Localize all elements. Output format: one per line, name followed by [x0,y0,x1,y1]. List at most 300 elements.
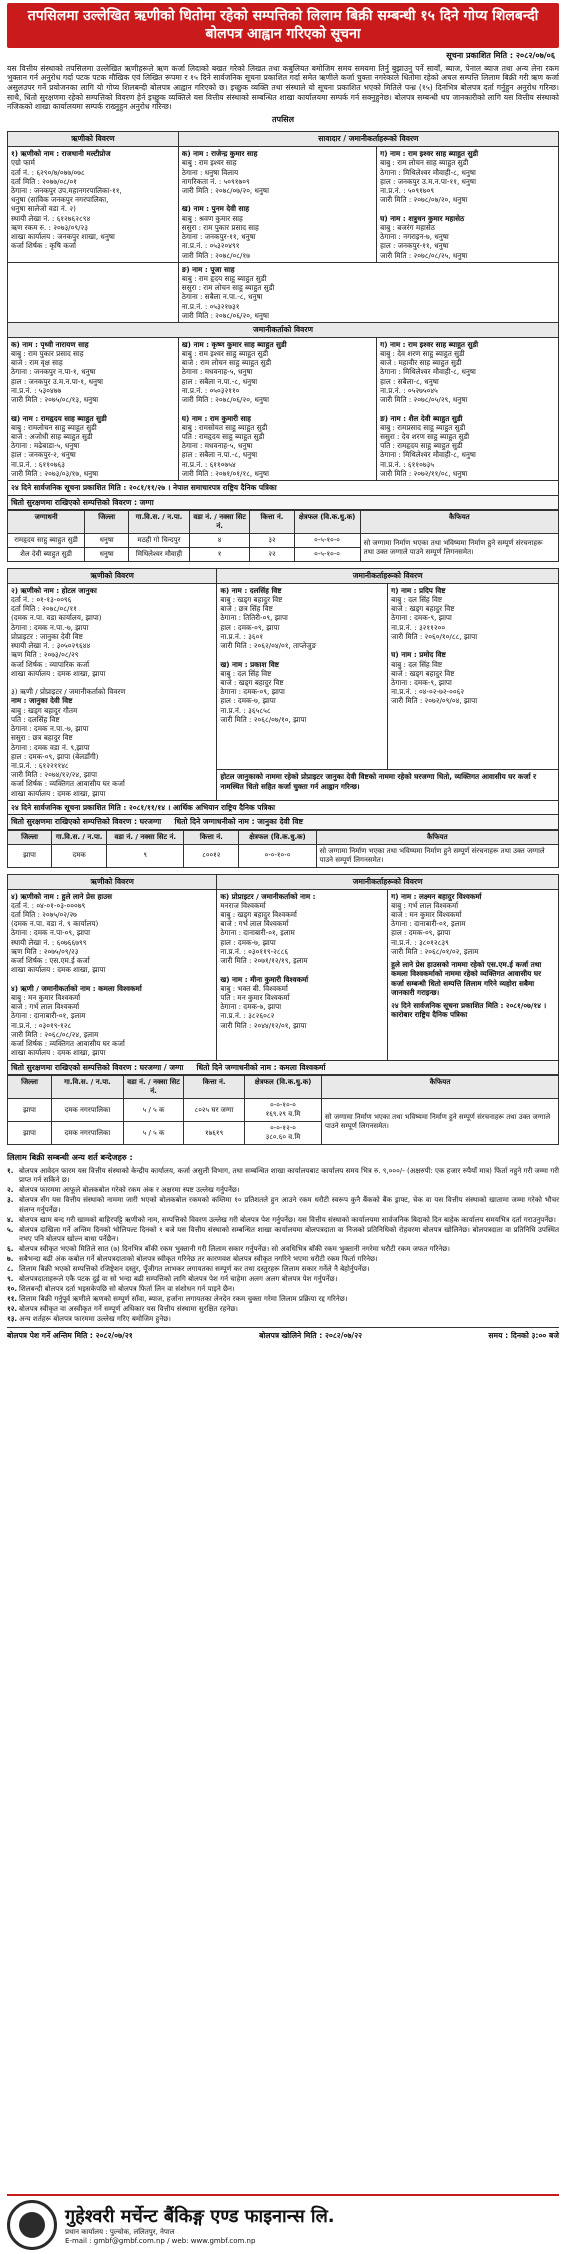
card-line: बाजे : महावीर साह ब्याहुत सुडी [380,358,462,368]
condition-text: बोलपत्र स्वीकृत वा अस्वीकृत गर्ने सम्पूर्ण अधिकार यस वित्तीय संस्थामा सुरक्षित रहनेछ। [19,1304,238,1314]
public-notice-date: २४ दिने सार्वजनिक सूचना प्रकाशित मिति : २०८१/११/१४ । आर्थिक अभियान राष्ट्रिय दैनिक पत्रिका [7,801,559,815]
card-line: बाजे : अजोधी साह ब्याहुत सुडी [11,432,93,441]
table-cell: धनुषा [85,534,129,548]
card-line: ठेगाना : मिथिलेश्वर मौवाही-८, धनुषा [380,167,476,177]
guarantor-heading: जमानीकर्ताहरूको विवरण [217,874,559,889]
card-line: पति : रामहृदय साहु ब्याहुत सुडी [380,441,463,451]
card-line: दर्ता मिति : २०७५/०२/२७ [11,910,77,920]
card-line [11,678,213,687]
condition-number: ४. [7,1214,14,1224]
card-line: पति : दलसिंह विष्ट [11,714,60,724]
card-line: हाल : दमक-७, झापा [220,696,276,706]
card-line: ख) नाम : पुनम देवी साह [181,204,250,214]
card-line: हाल : दमक-०९, झापा [220,622,280,632]
card-line: बाबु : श्रवण कुमार साह [181,213,243,223]
card-line: ठेगाना : मढेबाडा-५, धनुषा [11,441,80,451]
table-cell: दमक नगरपालिका [52,1099,124,1122]
column-header: वडा नं. / नक्सा सिट नं. [123,1076,184,1099]
card-line: १) ऋणीको नाम : राजधानी मल्टीप्रोज [11,149,111,159]
card-line: जारी मिति : २०६८/०७/१०, झापा [220,714,307,724]
condition-number: ९. [7,1274,14,1284]
card-line: जारी मिति : २०७८/०८/१७ [181,250,250,260]
card-line: धनुषा सालेजो वडा नं. २) [11,204,76,214]
table-row [8,534,559,548]
card-line: नाम : जानुका देवी विष्ट [11,696,73,706]
condition-text: बोलपत्र सँग यस वित्तीय संस्थाको नाममा जारी भएको बोलकबोल रकमको कम्तिमा १० प्रतिशतले हुन आउने रकम धरौटी स्वरूप कुनै बैंकको बैंक ड्राफ्ट, चेक वा यस वित्तीय संस्थाको खातामा जम्मा गरेको भौचर संलग्न गर्नुपर्नेछ। [19,1195,559,1214]
card-line: बाजे : खड्ग बहादुर विष्ट [391,604,455,614]
card-line: ठेगाना : दानाबारी-०१, इलाम [11,1011,86,1021]
guarantor-card [388,583,559,770]
card-line: हाल : जनकपुर-२, धनुषा [11,450,76,460]
column-header: वडा नं. / नक्सा सिट नं. [189,511,250,534]
condition-item [7,1244,559,1253]
property-heading [7,1061,559,1076]
card-line: पति : मन कुमार विश्वकर्मा [220,993,290,1003]
column-header: कैफियत [316,831,558,845]
card-line: ससुरा : राम पुकार प्रसाद साह [181,222,259,232]
card-line: ख) नाम : मीना कुमारी विश्वकर्मा [220,974,309,984]
condition-number: ६. [7,1243,14,1253]
card-line: ना.प्र.नं. : ०३०१९-१२८ [11,1020,72,1030]
table-cell: ८००१२ [184,844,239,867]
column-header: क्षेत्रफल (वि.क.धु.क) [244,1076,321,1099]
card-line [11,404,175,413]
card-line [182,195,373,204]
condition-item [7,1304,559,1313]
card-line: ना.प्र.नं. : ०५०३२११० [181,385,240,395]
table-cell: ०-०-१२-० ३८०.६० व.मि [244,1122,321,1145]
condition-number: १२. [7,1304,18,1314]
card-line: जारी मिति : २०६८/०१/०२, इलाम [391,946,479,956]
card-line [380,404,555,413]
card-line: हाल : दमक-७, झापा [220,937,276,947]
guarantor-lines [391,892,555,957]
jamani-card [178,337,376,480]
borrower-card [8,889,217,1060]
card-line: ङ) नाम : शैल देवी ब्याहुत सुडी [380,413,463,423]
property-heading: धितो सुरक्षणमा राखिएको सम्पत्तिको विवरण : जग्गा [7,496,559,511]
guarantor-card [388,889,559,1060]
condition-item [7,1294,559,1303]
borrower-heading: ऋणीको विवरण [8,132,179,147]
company-email: E-mail : gmbf@gmbf.com.np / web: www.gmbf.com.np [65,2236,256,2245]
card-line: ऋण रकम रु. : २०७३/०९/२३ [11,222,88,232]
card-line: ठेगाना : जनकपुर उप.महानगरपालिका-११, [11,186,122,196]
card-line: शाखा कार्यालय : दमक शाखा, झापा [11,965,106,975]
case-3-parties [7,874,559,1061]
column-header: गा.वि.स. / न.पा. [129,511,190,534]
table-cell: ८०२५ घर जग्गा [184,1099,245,1122]
company-address: प्रधान कार्यालय : पुल्चोक, ललितपुर, नेपाल [65,2227,175,2236]
condition-number: १०. [7,1284,18,1294]
card-line: बाजे : राम लोचन साहु ब्याहुत सुडी [181,358,272,368]
card-line: ना.प्र.नं. : ३६५८५८ [220,705,271,715]
card-line: क) प्रोप्राइटर / जमानीकर्ताको नाम : [220,891,316,901]
card-line: ठेगाना : दानाबारी-०१, इलाम [391,919,466,929]
notice-header: तपसिलमा उल्लेखित ऋणीको धितोमा रहेको सम्पत्तिको लिलाम बिक्री सम्बन्धी १५ दिने गोप्य शिलबन्दी बोलपत्र आह्वान गरिएको सूचना [7,3,559,48]
card-line: ठेगाना : नगराइन-७, धनुषा [380,232,449,242]
card-line: ना.प्र.नं. : ६११०७६३ [11,459,65,469]
press-note: हुले लाने प्रेस हाउसको नाममा रहेको एस.एम.ई कर्जा तथा कमला विश्वकर्माको नाममा रहेको व्यक्तिगत आवासीय घर कर्जा सम्बन्धी धितो सम्पत्ति लिलाम गरिने व्यहोरा सबैमा जानकारी गराइन्छ। [391,960,542,997]
card-line: शाखा कार्यालय : दमक शाखा, झापा [11,668,106,678]
card-line: हाल : सबैला न.पा.-८, धनुषा [181,376,258,386]
card-line: दर्ता नं. : ६२९०/७/०७७/०७८ [11,167,85,177]
guarantor-card [178,262,558,322]
card-line: ना.प्र.नं. : ६१२२११४८ [11,760,69,770]
guarantor-heading: जमानीकर्ताहरूको विवरण [217,569,559,584]
card-line: ठेगाना : मिथिलेश्वर मौवाही-८, धनुषा [380,367,476,377]
card-line: जारी मिति : २०७८/०८/२५, धनुषा [380,250,468,260]
card-line: स्थायी लेखा नं. : ३०५०२९६४४ [11,641,91,651]
card-line: ख) नाम : रामहृदय साह ब्याहुत सुडी [11,413,107,423]
card-line: बाबु : खड्ग बहादुर विष्ट [220,595,283,605]
table-cell: ९ [107,844,184,867]
column-header: जग्गाधनी [8,511,85,534]
card-line: बाबु : राम पुकार प्रसाद साह [11,349,84,359]
condition-text: बोलपत्र फारममा आफूले बोलकबोल गरेको रकम अंक र अक्षरमा स्पष्ट उल्लेख गर्नुपर्नेछ। [19,1185,240,1195]
card-line: ठेगाना : मधवनाह-५, धनुषा [181,441,253,451]
condition-text: लिलाम बिक्री भएको सम्पत्तिको रजिष्ट्रेशन दस्तुर, पूँजीगत लाभकर लगायतका सम्पूर्ण कर तथा दस्तुरहरू लिलाम सकार गर्नेले नै बेहोर्नुपर्नेछ। [19,1264,370,1273]
card-line: हाल : दमक-०९, झापा (बेलडाँगी) [11,751,99,761]
card-line: ग) नाम : राम इश्वर साह ब्याहुत सुडी [380,339,479,349]
card-line: प्रोप्राइटर : जानुका देवी विष्ट [11,631,83,641]
property-table [7,510,559,562]
table-cell: ०-०-१०-० १६९.२९ व.मि [244,1099,321,1122]
card-line: ग) नाम : राम इश्वर साह ब्याहुत सुडी [380,149,479,159]
card-line: ना.प्र.नं. : ०५३२०४९१ [181,241,240,251]
borrower-heading: ऋणीको विवरण [8,569,217,584]
condition-item [7,1215,559,1224]
card-line: बाबु : राम लोचन साह ब्याहुत सुडी [380,158,469,168]
card-line: हाल : जनकपुर उ.म.न.पा-११, धनुषा [380,176,476,186]
card-line: ग) नाम : लक्ष्मन बहादुर विश्वकर्मा [391,891,482,901]
card-line: कर्जा शिर्षक : एस.एम.ई कर्जा [11,956,90,966]
table-cell: ५ / ५ क [123,1122,184,1145]
table-cell: १ [189,548,250,562]
card-line: क) नाम : पृथ्वी नारायण साह [11,339,89,349]
card-line: जारी मिति : २०६८/०८/२४, इलाम [11,1029,99,1039]
public-notice-date: २४ दिने सार्वजनिक सूचना प्रकाशित मिति : २०८१/०७/१४ । कारोबार राष्ट्रिय दैनिक पत्रिका [391,1001,547,1020]
column-header: वडा नं. / नक्सा सिट नं. [107,831,184,845]
table-cell: ५ / ५ क [123,1099,184,1122]
card-line: जारी मिति : २०७८/०७/२०, धनुषा [380,195,468,205]
card-line: ना.प्र.नं. : ०५२७५०४५ [380,385,438,395]
card-line: ना.प्र.नं. : ०५३२१७३१ [181,301,240,311]
card-line [391,641,555,650]
table-cell: ४ [189,534,250,548]
table-cell: ०-५-१०-० [294,534,360,548]
column-header: क्षेत्रफल (वि.क.धु.क) [239,831,316,845]
card-line: ना.प्र.नं. : ३६०१ [220,631,264,641]
condition-text: बोलपत्र आवेदन फारम यस वित्तीय संस्थाको केन्द्रीय कार्यालय, कर्जा असुली विभाग, तथा सम्बन्धित शाखा कार्यालयबाट कार्यालय समय भित्र रु. ९,०००/- (अक्षरुपी: एक हजार रुपैयाँ मात्र) फिर्ता नहुने गरी जम्मा गरी प्राप्त गर्न सकिने छ। [19,1166,559,1185]
card-line: ठेगाना : दमक वडा नं. ९,झापा [11,742,90,752]
conditions-list [7,1166,559,1323]
condition-text: बोलपत्र स्वीकृत भएको मितिले सात (७) दिनभित्र बाँकी रकम भुक्तानी गरी लिलाम सकार गर्नुपर्नेछ। सो अवधिभित्र बाँकी रकम भुक्तानी नगरेमा धरौटी रकम जफत गरिनेछ। [19,1243,450,1253]
condition-item [7,1195,559,1213]
condition-number: ५. [7,1224,14,1234]
card-line: जारी मिति : २०७८/०७/२०, धनुषा [181,186,269,196]
card-line: बाबु : राम इश्वर साहु ब्याहुत सुडी [181,349,269,359]
card-line: बाजे : राम वृक्ष साह [11,358,63,368]
jamani-heading: जमानीकर्ताको विवरण [8,323,559,338]
condition-text: लिलाम बिक्री गर्नुपूर्व ऋणीले ऋणको सम्पूर्ण साँवा, ब्याज, हर्जाना लगायतका लेनदेन रकम चुक्ता गरेमा लिलाम प्रक्रिया रद्द गरिनेछ। [19,1294,348,1304]
table-cell: मिथिलेश्वर मौवाही [129,548,190,562]
card-line: बाबु : दल सिंह विष्ट [391,659,443,669]
card-line: २) ऋणीको नाम : होटल जानुका [11,585,97,595]
card-line: ठेगाना : धनुषा विलाय [181,167,239,177]
table-cell: १७६१९ [184,1122,245,1145]
condition-item [7,1166,559,1184]
card-line: ना.प्र.नं. : ३२११२०० [391,622,446,632]
card-line: बाबु : रामसोयत साहु ब्याहुत सुडी [181,422,268,432]
card-line: ४) ऋणीको नाम : हुले लाने प्रेस हाउस [11,891,112,901]
card-line: दर्ता नं. : ०४-०१-०३-०००७९ [11,900,86,910]
card-line: ठेगाना : दमक न.पा.-७, झापा [11,622,89,632]
case-1-parties [7,131,559,481]
card-line: ना.प्र.नं. : ३८२६०८२ [220,1011,275,1021]
card-line: बाजे : खड्ग बहादुर विष्ट [220,678,284,687]
table-row [8,844,559,867]
card-line: ठेगाना : दमक न.पा.-७, झापा [11,724,89,734]
card-line: ङ) नाम : पूजा साह [181,264,235,274]
card-line: बाबु : राम हृदय साहु ब्याहुत सुडी [181,274,267,283]
condition-text: शिलबन्दी बोलपत्र दर्ता भइसकेपछि सो बोलपत्र फिर्ता लिन वा संशोधन गर्न पाइने छैन। [19,1284,235,1294]
condition-number: ३. [7,1195,14,1205]
card-line: क) नाम : दलसिंह विष्ट [220,585,282,595]
table-cell: झापा [8,1122,52,1145]
table-cell: मठही गो चिन्दपुर [129,534,190,548]
card-line: जारी मिति : २०७४/१२/२४, झापा [11,770,97,780]
card-line: हाल : सबैला न.पा.-८, धनुषा [181,450,258,460]
card-line: ठेगाना : दमक-०९, झापा [220,687,285,697]
opening-date: बोलपत्र खोलिने मिति : २०८२/०७/२२ [259,1331,363,1341]
conditions-title: लिलाम बिक्री सम्बन्धी अन्य शर्त बन्देजहरु : [7,1152,133,1162]
card-line: बाबु : दल सिंह विष्ट [220,668,272,678]
card-line: जारी मिति : २०७८/०५/२९, धनुषा [380,395,468,405]
column-header: जिल्ला [8,1076,52,1099]
table-cell: झापा [8,844,52,867]
table-cell: शैल देवी ब्याहुत सुडी [8,548,85,562]
condition-text: बोलपत्र दाखिला गर्ने अन्तिम दिनको भोलिपल्ट दिनको १ बजे यस वित्तीय संस्थाको सम्बन्धित शाखा कार्यालयमा बोलपत्रदाता वा निजको प्रतिनिधिको रोहवरमा बोलपत्र खोलिनेछ। बोलपत्रदाता वा प्रतिनिधि उपस्थित नभए पनि बोलपत्र खोल्न बाधा पर्नेछैन। [19,1224,559,1243]
jamani-card [8,337,179,480]
card-line: ४) ऋणी / जमानीकर्ताको नाम : कमला विश्वकर्मा [11,983,142,993]
column-header: गा.वि.स. / न.पा. [52,831,107,845]
condition-text: बोलपत्र खाम बन्द गरी खामको बाहिरपट्टि ऋणीको नाम, सम्पत्तिको विवरण उल्लेख गरी बोलपत्र पेश गर्नुपर्नेछ। यस वित्तीय संस्थाको कार्यालयमा सार्वजनिक बिदाको दिन बाहेक कार्यालय समयभित्र दर्ता गराउनुपर्नेछ। [19,1214,556,1224]
card-line: ठेगाना : दमक न.पा-०९, झापा [11,928,90,938]
card-line [380,204,555,213]
condition-number: १३. [7,1314,18,1324]
card-line: शाखा कार्यालय : जनकपुर शाखा, धनुषा [11,232,115,242]
public-notice-date: २४ दिने सार्वजनिक सूचना प्रकाशित मिति : २०८१/११/२७ । नेपाल समाचारपत्र राष्ट्रिय दैनिक पत्रिका [7,481,559,495]
card-line: बाजे : खड्ग बहादुर विष्ट [391,668,455,678]
card-line: बाजे : गर्भ लाल विश्वकर्मा [220,919,289,929]
condition-number: २. [7,1185,14,1195]
card-line: एग्रो फार्म [11,158,35,168]
table-cell: रामहृदय साहु ब्याहुत सुडी [8,534,85,548]
card-line: कर्जा शिर्षक : व्यापारिक कर्जा [11,659,90,669]
condition-item [7,1274,559,1283]
footer [7,2194,559,2250]
card-line: बाबु : बजरंग महासेठ [380,222,435,232]
condition-number: ११. [7,1294,18,1304]
card-line: बाबु : दल सिंह विष्ट [391,595,443,605]
table-row [8,1099,559,1122]
table-cell: झापा [8,1099,52,1122]
card-line: घ) नाम : शत्रुधन कुमार महासेठ [380,213,465,223]
intro-paragraph: यस वित्तीय संस्थाको तपसिलमा उल्लेखित ऋणीहरूले ऋण कर्जा लिदाको बखत गरेको लिखत तथा कबुलियत बमोजिम समय समयमा तिर्नु बुझाउनु पर्ने सावाँ, ब्याज, पेनाल ब्याज तथा अन्य लेना रकम भुक्तान गर्न अनुरोध गर्दा पटक पटक मौखिक एवं लिखित रूपमा र १५ दिने सार्वजनिक सूचना प्रकाशित गर्दा समेत ऋणीले कर्जा चुक्ता नगरेकाले धितोमा रहेको अचल सम्पत्ति लिलाम बिक्री गरी ऋण कर्जा असुलउपर गर्ने प्रयोजनका लागि यो गोप्य शिलबन्दी बोलपत्र आह्वान गरिएको छ। इच्छुक व्यक्ति तथा संस्थाले यो सूचना प्रकाशित भएको मितिले पन्ध्र (१५) दिनभित्र बोलपत्र दर्ता गर्नुहुन अनुरोध गरिन्छ। साथै, धितो सुरक्षणमा रहेको सम्पत्तिको विवरण हेर्न इच्छुक व्यक्तिले यस वित्तीय संस्थाको सम्बन्धित शाखा कार्यालयमा सम्पर्क गर्न सक्नुहुनेछ। बोलपत्र सम्बन्धी थप जानकारीको लागि यस वित्तीय संस्थाको नजिकको शाखा कार्यालयमा सम्पर्क राख्नुहुन अनुरोध गरिन्छ। [7,63,559,112]
deadline-bar [7,1327,559,1341]
card-line: बाबु : भक्त बी. विश्वकर्मा [220,983,288,993]
notice-date: सूचना प्रकाशित मिति : २०८२/०७/०६ [446,51,555,61]
card-line: हाल : जनकपुर उ.म.न.पा-१, धनुषा [11,376,104,386]
card-line: ना.प्र.नं. : ५०९१७०९ [380,186,435,196]
condition-item [7,1264,559,1273]
card-line: बाबु : मन कुमार विश्वकर्मा [11,993,81,1003]
card-line: ससुरा : देव शरण साहु ब्याहुत सुडी [380,432,470,441]
column-header: गा.वि.स. / न.पा. [52,1076,124,1099]
card-line: (दमक न.पा. वडा कार्यालय, झापा) [11,613,102,623]
column-header: कित्ता नं. [184,1076,245,1099]
property-heading-text: धितो सुरक्षणमा राखिएको सम्पत्तिको विवरण : घरजग्गा [11,817,162,827]
case-3 [7,874,559,1145]
card-line: बाजे : मन कुमार विश्वकर्मा [391,910,462,920]
property-heading [7,815,559,830]
card-line: ग) नाम : प्रदिप विष्ट [391,585,446,595]
card-line [220,650,384,659]
card-line: बाबु : गर्भ लाल विश्वकर्मा [391,900,459,910]
borrower-card [8,583,217,800]
condition-text: सबैभन्दा बढी अंक कबोल गर्ने बोलपत्रदाताको बोलपत्र स्वीकृत गरिनेछ तर कारणवश बोलपत्र स्वीकृत नगरिने भएमा धरौटी रकम फिर्ता गरिनेछ। [19,1253,378,1263]
table-cell: धनुषा [85,548,129,562]
card-line: हाल : सबैला-८, धनुषा [380,376,439,386]
card-line: धनुषा (साविक जनकपुर नगरपालिका, [11,195,109,205]
card-line: कर्जा शिर्षक : व्यक्तिगत आवासीय घर कर्जा [11,1039,125,1049]
column-header: जिल्ला [85,511,129,534]
opening-time: समय : दिनको ३:०० बजे [488,1331,559,1341]
condition-item [7,1284,559,1293]
table-cell: ०-५-१०-० [294,548,360,562]
card-line: बाबु : रामप्रसाद साहु ब्याहुत सुडी [380,422,466,432]
case-2 [7,568,559,868]
card-line: बाजे : गर्भ लाल विश्वकर्मा [11,1002,80,1012]
card-line: जारी मिति : २०६०/१०/८८, झापा [391,631,478,641]
card-line: क) नाम : राजेन्द्र कुमार साह [181,149,258,159]
card-line: ठेगाना : जनकपुर न.पा-१, धनुषा [11,367,96,377]
card-line: ना.प्र.नं. : ०४-०२-७२-००६२ [391,687,465,697]
column-header: क्षेत्रफल (वि.क.धु.क) [294,511,360,534]
card-line: स्थायी लेखा नं. : ६१२७६२८९४ [11,213,91,223]
condition-item [7,1185,559,1194]
card-line: स्थायी लेखा नं. : ६०७६६७९९ [11,937,87,947]
guarantor-card [217,889,388,1060]
borrower-heading: ऋणीको विवरण [8,874,217,889]
card-line: जारी मिति : २०४४/१२/०१, झापा [220,1020,307,1030]
card-line [182,404,373,413]
guarantor-card [377,147,559,263]
guarantor-card [178,147,376,263]
table-cell: ३२ [250,534,294,548]
card-line: घ) नाम : राम कुमारी साह [181,413,251,423]
card-line: ठेगाना : दमक-९, झापा [391,613,452,623]
card-line: कर्जा शिर्षक : व्यक्तिगत आवासीय घर कर्जा [11,779,125,789]
card-line: जारी मिति : २०७२/११/०८, धनुषा [380,468,468,478]
card-line [11,975,213,984]
card-line: कर्जा शिर्षक : कृषि कर्जा [11,241,76,251]
card-line: हाल : जनकपुर-११, धनुषा [380,241,449,251]
card-line: (दमक न.पा. वडा नं. ९ कार्यालय) [11,919,99,929]
card-line: पति : रामहृदय साहु ब्याहुत सुडी [181,432,265,441]
card-line: ठेगाना : दमक-९, झापा [391,678,452,687]
card-line: जारी मिति : २०७८/०६/२०, धनुषा [181,395,269,405]
card-line: बाबु : खड्ग बहादुर विश्वकर्मा [220,910,297,920]
card-line: बाबु : राम इश्वर साह [181,158,237,168]
card-line: ससुरा : राम लोचन साहु ब्याहुत सुडी [181,283,275,293]
card-line: ठेगाना : सबैला न.पा.-८, धनुषा [181,292,263,302]
card-line: ऋण मिति : २०७५/०९/२३ [11,946,79,956]
card-line: बाबु : खड्ग बहादुर गौतम [11,705,78,715]
card-line: बाबु : देव शरण साहु ब्याहुत सुडी [380,349,465,359]
table-cell: दमक नगरपालिका [52,1122,124,1145]
card-line: दर्ता मिति : २०७७/०८/०१ [11,176,77,186]
card-line: जारी मिति : २०७८/०६/२०, धनुषा [181,310,269,320]
table-cell: सो जग्गामा निर्माण भएका तथा भविष्यमा निर्माण हुने सम्पूर्ण संरचनाहरू तथा उक्त जग्गाले पाउने सम्पूर्ण लिगनसमेत। [360,534,558,562]
property-table [7,1075,559,1145]
card-line: जारी मिति : २०६२/०४/०१, ताप्लेजुङ [220,641,317,651]
condition-number: ८. [7,1264,14,1273]
property-owner: धितो दिने जग्गाधनीको नाम : जानुका देवी विष्ट [174,817,304,827]
card-line: नागरिकता नं. : ५०९१७०९ [181,176,250,186]
borrower-card [8,147,179,263]
card-line: दर्ता नं. : ०१-१३-००९६ [11,595,72,605]
company-name: गुहेश्वरी मर्चेन्ट बैंकिङ्ग एण्ड फाइनान्स लि. [65,2205,335,2227]
card-line: बाबु : रामलोचन साहु ब्याहुत सुडी [11,422,97,432]
card-line: जारी मिति : २०७३/०३/१७, धनुषा [11,468,99,478]
card-line: जारी मिति : २०७१/१२/१९, इलाम [220,956,308,966]
column-header: कित्ता नं. [250,511,294,534]
card-line: ख) नाम : प्रकाश विष्ट [220,659,279,669]
guarantor-card [217,583,388,770]
card-line: बाजे : छत्र सिंह विष्ट [220,604,273,614]
card-line: शाखा कार्यालय : दमक शाखा, झापा [11,1048,106,1058]
table-cell: २२ [250,548,294,562]
property-heading-text: धितो सुरक्षणमा राखिएको सम्पत्तिको विवरण : घरजग्गा / जग्गा [11,1062,184,1072]
column-header: कैफियत [322,1076,559,1099]
card-line: ठेगाना : तितिरी-०९, झापा [220,613,288,623]
property-table [7,830,559,868]
jamani-card [377,337,559,480]
table-cell: ०-०-१०-० [239,844,316,867]
case-1 [7,131,559,562]
card-line: ठेगाना : जनकपुर-११, धनुषा [181,232,256,242]
card-line: ना.प्र.नं. : ०३०११९-२८८६ [220,946,289,956]
company-logo-icon [7,2200,57,2250]
card-line: ना.प्र.नं. : ५३०४७७ [11,385,62,395]
column-header: कित्ता नं. [184,831,239,845]
card-line: घ) नाम : प्रमोद विष्ट [391,650,446,660]
card-line: ख) नाम : कृष्ण कुमार साह ब्याहुत सुडी [181,339,287,349]
card-line: ३) ऋणी / प्रोप्राइटर / जमानीकर्ताको विवरण [11,687,126,697]
card-line: शाखा कार्यालय : दमक शाखा, झापा [11,788,106,798]
table-cell: सो जग्गामा निर्माण भएका तथा भविष्यमा निर्माण हुने सम्पूर्ण संरचनाहरू तथा उक्त जग्गाले पाउने सम्पूर्ण लिगनसमेत। [322,1099,559,1145]
table-cell: दमक [52,844,107,867]
condition-text: बोलपत्रदाताहरूले एकै पटक दुई वा सो भन्दा बढी सम्पत्तिको लागि बोलपत्र पेश गर्न चाहेमा अलग अलग बोलपत्र पेश गर्नुपर्नेछ। [19,1274,338,1284]
condition-item [7,1254,559,1263]
submission-deadline: बोलपत्र पेश गर्ने अन्तिम मिति : २०८२/०७/२१ [7,1331,133,1341]
condition-number: ७. [7,1253,14,1263]
case-2-parties [7,568,559,801]
property-owner: धितो दिने जग्गाधनीको नाम : कमला विश्वकर्मा [196,1062,326,1072]
tapsil-label: तपसिल [271,115,294,125]
